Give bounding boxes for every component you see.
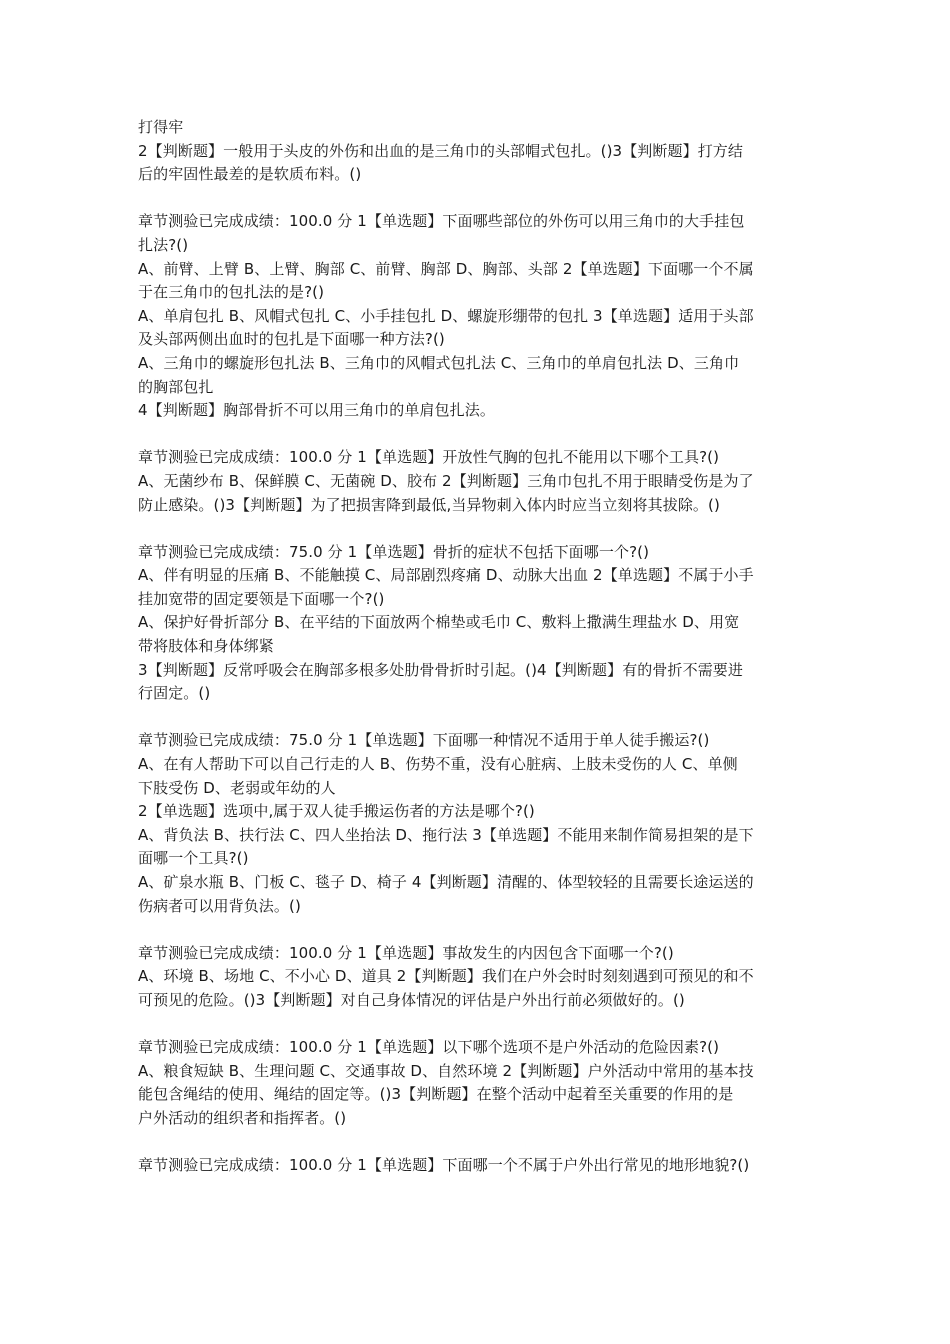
text-line: A、伴有明显的压痛 B、不能触摸 C、局部剧烈疼痛 D、动脉大出血 2【单选题】不属于小手 [138,566,754,585]
text-line: 章节测验已完成成绩：100.0 分 1【单选题】事故发生的内因包含下面哪一个?() [138,943,674,962]
text-line: 行固定。() [138,684,211,703]
paragraph-gap [138,1013,814,1037]
paragraph-gap [138,706,814,730]
text-line: A、背负法 B、扶行法 C、四人坐抬法 D、拖行法 3【单选题】不能用来制作简易担架的是下 [138,825,754,844]
text-line: 的胸部包扎 [138,377,214,396]
text-line: 2【判断题】一般用于头皮的外伤和出血的是三角巾的头部帽式包扎。()3【判断题】打方结 [138,141,743,160]
text-line: 防止感染。()3【判断题】为了把损害降到最低,当异物刺入体内时应当立刻将其拔除。() [138,495,720,514]
paragraph-gap [138,918,814,942]
text-line: A、在有人帮助下可以自己行走的人 B、伤势不重，没有心脏病、上肢未受伤的人 C、单侧 [138,755,738,774]
paragraph-gap [138,1131,814,1155]
text-line: 下肢受伤 D、老弱或年幼的人 [138,778,336,797]
text-line: 及头部两侧出血时的包扎是下面哪一种方法?() [138,330,445,349]
text-line: 带将肢体和身体绑紧 [138,637,274,656]
text-line: A、粮食短缺 B、生理问题 C、交通事故 D、自然环境 2【判断题】户外活动中常用的基本技 [138,1061,754,1080]
text-line: 能包含绳结的使用、绳结的固定等。()3【判断题】在整个活动中起着至关重要的作用的是 [138,1085,734,1104]
text-line: A、前臂、上臂 B、上臂、胸部 C、前臂、胸部 D、胸部、头部 2【单选题】下面哪一个不属 [138,259,754,278]
text-line: 扎法?() [138,235,189,254]
text-line: 户外活动的组织者和指挥者。() [138,1108,347,1127]
text-line: 4【判断题】胸部骨折不可以用三角巾的单肩包扎法。 [138,401,495,420]
text-line: A、三角巾的螺旋形包扎法 B、三角巾的风帽式包扎法 C、三角巾的单肩包扎法 D、三角巾 [138,353,740,372]
text-line: A、矿泉水瓶 B、门板 C、毯子 D、椅子 4【判断题】清醒的、体型较轻的且需要长途运送的 [138,873,754,891]
text-line: 3【判断题】反常呼吸会在胸部多根多处肋骨骨折时引起。()4【判断题】有的骨折不需要进 [138,660,743,679]
text-line: 于在三角巾的包扎法的是?() [138,283,325,302]
document-body [138,116,814,1178]
text-line: 章节测验已完成成绩：75.0 分 1【单选题】下面哪一种情况不适用于单人徒手搬运?() [138,731,710,750]
text-line: A、环境 B、场地 C、不小心 D、道具 2【判断题】我们在户外会时时刻刻遇到可预见的和不 [138,967,754,986]
text-line: A、单肩包扎 B、风帽式包扎 C、小手挂包扎 D、螺旋形绷带的包扎 3【单选题】适用于头部 [138,306,754,325]
text-line: 挂加宽带的固定要领是下面哪一个?() [138,589,385,608]
text-line: 伤病者可以用背负法。() [138,896,301,915]
paragraph-gap [138,517,814,541]
text-line: 章节测验已完成成绩：75.0 分 1【单选题】骨折的症状不包括下面哪一个?() [138,542,650,561]
text-line: 后的牢固性最差的是软质布料。() [138,165,362,184]
text-line: A、保护好骨折部分 B、在平结的下面放两个棉垫或毛巾 C、敷料上撒满生理盐水 D、用宽 [138,613,740,632]
text-line: 打得牢 [138,118,184,136]
text-line: 章节测验已完成成绩：100.0 分 1【单选题】开放性气胸的包扎不能用以下哪个工具?() [138,448,720,467]
text-line: 可预见的危险。()3【判断题】对自己身体情况的评估是户外出行前必须做好的。() [138,990,685,1009]
text-line: 2【单选题】选项中,属于双人徒手搬运伤者的方法是哪个?() [138,802,535,821]
paragraph-gap [138,423,814,447]
text-line: A、无菌纱布 B、保鲜膜 C、无菌碗 D、胶布 2【判断题】三角巾包扎不用于眼睛受伤是为了 [138,471,754,490]
text-line: 章节测验已完成成绩：100.0 分 1【单选题】下面哪一个不属于户外出行常见的地形地貌?() [138,1156,750,1175]
text-line: 章节测验已完成成绩：100.0 分 1【单选题】下面哪些部位的外伤可以用三角巾的大手挂包 [138,212,745,231]
text-line: 面哪一个工具?() [138,849,249,868]
text-line: 章节测验已完成成绩：100.0 分 1【单选题】以下哪个选项不是户外活动的危险因素?() [138,1038,720,1057]
paragraph-gap [138,187,814,211]
